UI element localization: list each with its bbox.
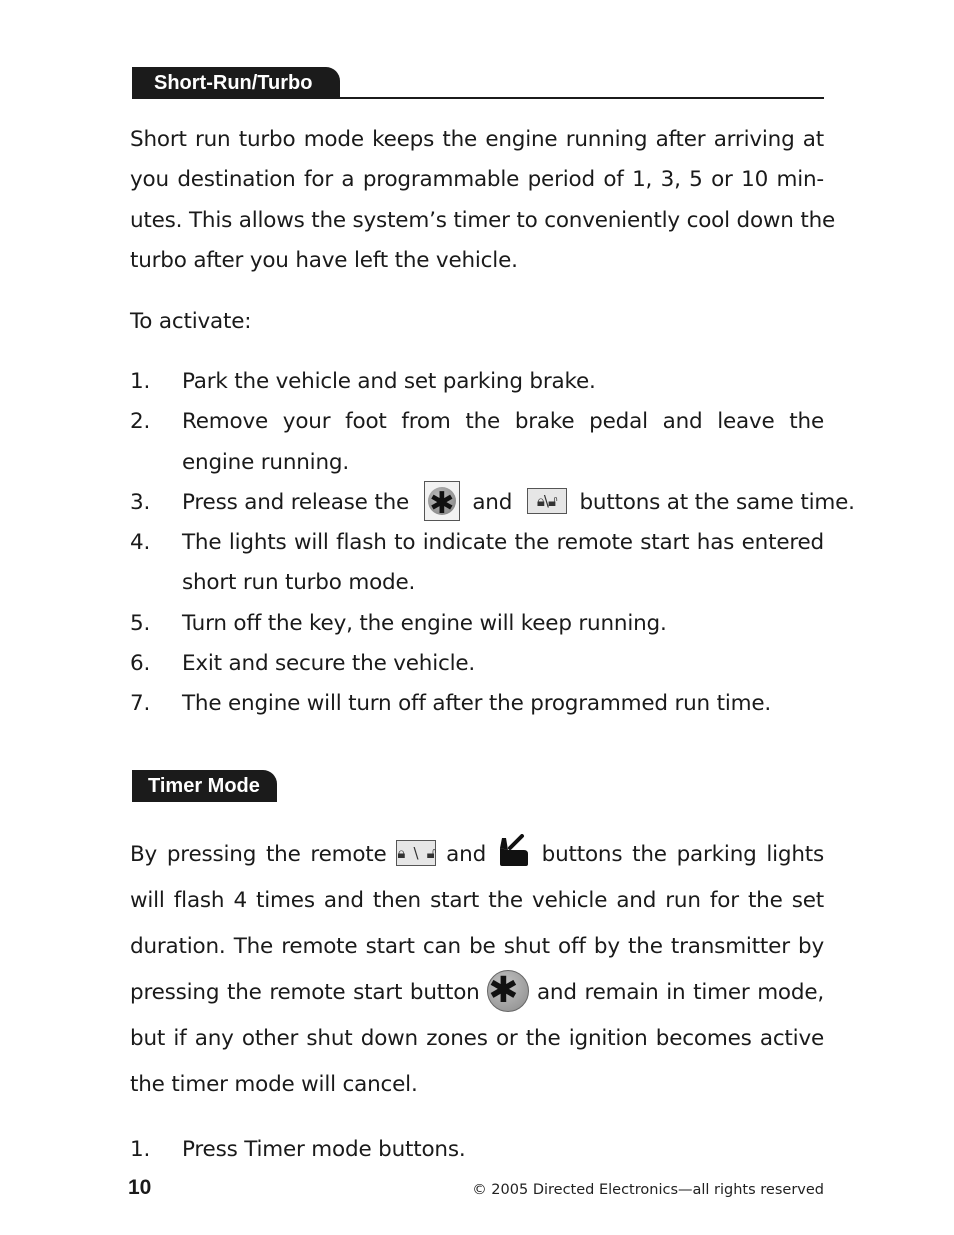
list-item (130, 1130, 824, 1170)
paragraph-line: you destination for a programmable period of 1, 3, 5 or 10 min- (130, 167, 824, 193)
step-text: The engine will turn off after the programmed run time. (182, 691, 772, 717)
step-text: Exit and secure the vehicle. (182, 651, 476, 677)
step-text-part: and (472, 489, 513, 515)
step-text: Turn off the key, the engine will keep running. (182, 610, 667, 636)
paragraph-text: buttons the parking lights (541, 842, 825, 867)
step-text-part: Press and release the (182, 489, 410, 515)
paragraph-line: utes. This allows the system’s timer to conveniently cool down the (130, 207, 836, 233)
lock-unlock-button-icon: 🔒︎\🔓︎ (396, 840, 436, 866)
list-item (130, 523, 824, 604)
step-number: 3. (130, 489, 151, 515)
paragraph-line: Short run turbo mode keeps the engine running after arriving at (130, 127, 824, 152)
page-number: 10 (128, 1176, 152, 1199)
list-item (130, 644, 824, 684)
paragraph-line (130, 832, 824, 878)
paragraph-line: will flash 4 times and then start the vehicle and run for the set (130, 888, 824, 913)
paragraph-text: By pressing the remote (130, 842, 387, 867)
step-number: 1. (130, 1137, 151, 1162)
paragraph-line (130, 970, 824, 1016)
timer-mode-steps (130, 1130, 824, 1170)
paragraph-line: but if any other shut down zones or the ignition becomes active (130, 1026, 824, 1051)
section-rule (338, 97, 824, 99)
list-item (130, 402, 824, 483)
paragraph-text: pressing the remote start button (130, 980, 480, 1005)
short-run-steps (130, 362, 855, 725)
list-item (130, 362, 824, 402)
lock-unlock-button-icon: 🔒︎\🔓︎ (527, 488, 567, 514)
paragraph-line: the timer mode will cancel. (130, 1072, 418, 1097)
section-tab-label: Short-Run/Turbo (132, 67, 340, 99)
section-header-timer-mode (130, 770, 280, 802)
timer-mode-description (130, 832, 824, 1108)
step-number: 6. (130, 651, 151, 677)
activate-intro: To activate: (130, 309, 252, 334)
step-text-part: buttons at the same time. (579, 489, 855, 515)
paragraph-line: duration. The remote start can be shut off by the transmitter by (130, 934, 824, 959)
section-tab-label: Timer Mode (132, 770, 277, 802)
trunk-icon (496, 834, 532, 868)
section-header-short-run-turbo (130, 67, 824, 99)
paragraph-text: and (446, 842, 487, 867)
step-number: 5. (130, 610, 151, 636)
short-run-description (130, 120, 836, 281)
paragraph-text: and remain in timer mode, (536, 980, 824, 1005)
step-text: Press Timer mode buttons. (182, 1137, 466, 1162)
remote-start-button-icon: ✱ (487, 970, 529, 1012)
list-item (130, 604, 824, 644)
copyright-notice: © 2005 Directed Electronics—all rights reserved (472, 1182, 824, 1198)
step-number: 7. (130, 691, 151, 717)
list-item (130, 483, 855, 523)
remote-start-button-icon: ✱ (424, 481, 460, 521)
step-text: Park the vehicle and set parking brake. (182, 369, 596, 394)
step-text: Remove your foot from the brake pedal and leave the engine running. (182, 409, 824, 475)
step-number: 4. (130, 530, 151, 556)
list-item (130, 684, 824, 724)
step-number: 1. (130, 369, 151, 394)
step-text (182, 483, 855, 523)
step-number: 2. (130, 409, 151, 435)
step-text: The lights will flash to indicate the remote start has entered short run turbo mode. (182, 530, 824, 596)
paragraph-line: turbo after you have left the vehicle. (130, 247, 518, 273)
